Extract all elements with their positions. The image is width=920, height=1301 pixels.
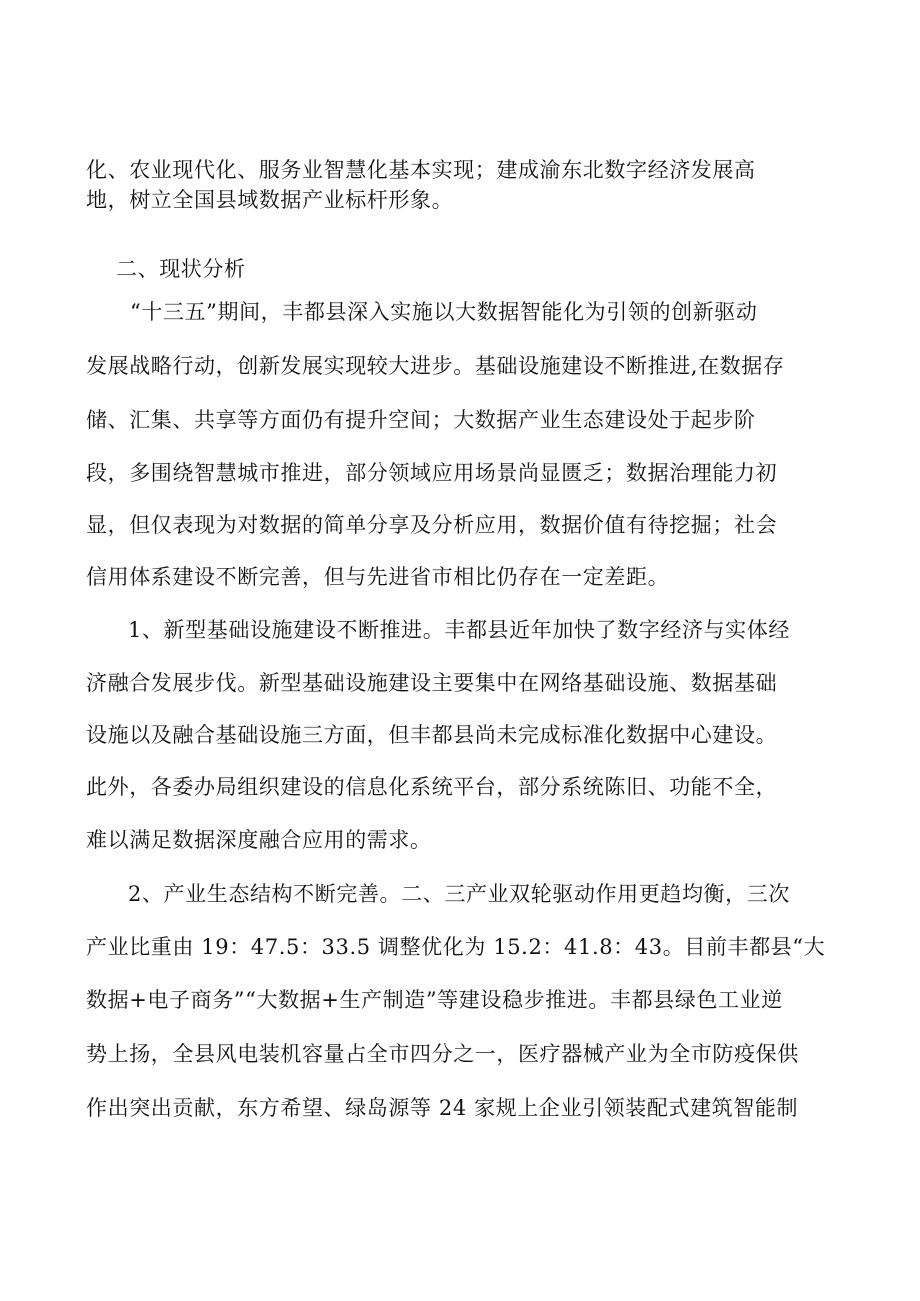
body-text-line: 显，但仅表现为对数据的简单分享及分析应用，数据价值有待挖掘；社会	[86, 513, 778, 537]
body-text-line: 地，树立全国县域数据产业标杆形象。	[86, 188, 454, 212]
body-text-line: 设施以及融合基础设施三方面，但丰都县尚未完成标准化数据中心建设。	[86, 723, 778, 747]
body-text-line: 此外，各委办局组织建设的信息化系统平台，部分系统陈旧、功能不全，	[86, 775, 778, 799]
body-text-line: 难以满足数据深度融合应用的需求。	[86, 828, 432, 852]
body-text-line: 1、新型基础设施建设不断推进。丰都县近年加快了数字经济与实体经	[128, 618, 790, 642]
body-text-line: 作出突出贡献，东方希望、绿岛源等 24 家规上企业引领装配式建筑智能制	[86, 1096, 799, 1120]
body-text-line: 化、农业现代化、服务业智慧化基本实现；建成渝东北数字经济发展高	[86, 158, 756, 182]
body-text-line: 信用体系建设不断完善，但与先进省市相比仍存在一定差距。	[86, 565, 670, 589]
body-text-line: “十三五”期间，丰都县深入实施以大数据智能化为引领的创新驱动	[130, 300, 758, 324]
body-text-line: 储、汇集、共享等方面仍有提升空间；大数据产业生态建设处于起步阶	[86, 408, 756, 432]
body-text-line: 发展战略行动，创新发展实现较大进步。基础设施建设不断推进,在数据存	[86, 354, 785, 378]
body-text-line: 2、产业生态结构不断完善。二、三产业双轮驱动作用更趋均衡，三次	[128, 882, 790, 906]
section-heading: 二、现状分析	[116, 257, 246, 281]
body-text-line: 段，多围绕智慧城市推进，部分领域应用场景尚显匮乏；数据治理能力初	[86, 461, 778, 485]
body-text-line: 势上扬，全县风电装机容量占全市四分之一，医疗器械产业为全市防疫保供	[86, 1042, 799, 1066]
body-text-line: 济融合发展步伐。新型基础设施建设主要集中在网络基础设施、数据基础	[86, 671, 778, 695]
body-text-line: 数据+电子商务”“大数据+生产制造”等建设稳步推进。丰都县绿色工业逆	[86, 988, 783, 1012]
body-text-line: 产业比重由 19：47.5：33.5 调整优化为 15.2：41.8：43。目前丰都县“大	[86, 935, 826, 959]
